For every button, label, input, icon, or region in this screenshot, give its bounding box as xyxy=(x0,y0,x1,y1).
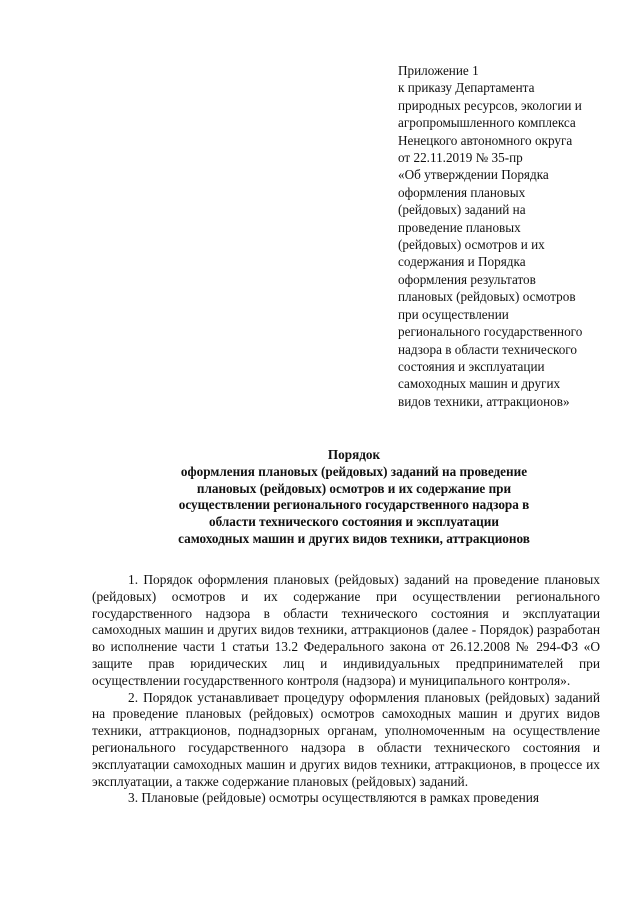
appendix-line: «Об утверждении Порядка xyxy=(398,167,549,183)
paragraph-2: 2. Порядок устанавливает процедуру оформления плановых (рейдовых) заданий на проведение плановых (рейдовых) осмотров самоходных машин и других видов техники, аттракционов, поднадзорных органам, уполномоченным на осуществление регионального государственного надзора в области технического состояния и эксплуатации самоходных машин и других видов техники, аттракционов, в процессе их эксплуатации, а также содержание плановых (рейдовых) заданий. xyxy=(92,689,600,789)
appendix-line: Приложение 1 xyxy=(398,63,479,78)
appendix-line: проведение плановых xyxy=(398,219,521,235)
paragraph-1: 1. Порядок оформления плановых (рейдовых) заданий на проведение плановых (рейдовых) осмотров и их содержание при осуществлении регионального государственного надзора в области технического состояния и эксплуатации самоходных машин и других видов техники, аттракционов (далее - Порядок) разработан во исполнение части 1 статьи 13.2 Федерального закона от 26.12.2008 № 294-ФЗ «О защите прав юридических лиц и индивидуальных предпринимателей при осуществлении государственного контроля (надзора) и муниципального контроля». xyxy=(92,572,600,688)
appendix-line: самоходных машин и других xyxy=(398,376,561,392)
appendix-line: к приказу Департамента xyxy=(398,80,535,96)
title-line: осуществлении регионального государственного надзора в xyxy=(178,497,530,513)
title-line: Порядок xyxy=(327,447,381,462)
appendix-line: (рейдовых) осмотров и их xyxy=(398,237,545,253)
appendix-line: при осуществлении xyxy=(398,306,509,322)
paragraph-3: 3. Плановые (рейдовые) осмотры осуществляются в рамках проведения xyxy=(128,790,540,806)
appendix-line: оформления результатов xyxy=(398,271,536,287)
appendix-line: от 22.11.2019 № 35-пр xyxy=(398,150,523,166)
document-body xyxy=(92,572,600,807)
appendix-line: регионального государственного xyxy=(398,324,583,340)
appendix-line: видов техники, аттракционов» xyxy=(398,393,570,409)
appendix-line: содержания и Порядка xyxy=(398,254,526,270)
title-line: области технического состояния и эксплуатации xyxy=(209,514,499,530)
appendix-line: (рейдовых) заданий на xyxy=(398,202,526,218)
title-line: плановых (рейдовых) осмотров и их содержание при xyxy=(196,480,512,496)
document-title xyxy=(100,447,608,548)
appendix-header xyxy=(398,62,613,410)
title-line: самоходных машин и других видов техники, аттракционов xyxy=(178,530,530,546)
appendix-line: оформления плановых xyxy=(398,184,526,200)
title-line: оформления плановых (рейдовых) заданий на проведение xyxy=(180,463,528,479)
appendix-line: надзора в области технического xyxy=(398,341,577,357)
appendix-line: Ненецкого автономного округа xyxy=(398,132,573,148)
appendix-line: плановых (рейдовых) осмотров xyxy=(398,289,576,305)
appendix-line: состояния и эксплуатации xyxy=(398,358,545,374)
appendix-line: природных ресурсов, экологии и xyxy=(398,97,582,113)
appendix-line: агропромышленного комплекса xyxy=(398,115,576,131)
